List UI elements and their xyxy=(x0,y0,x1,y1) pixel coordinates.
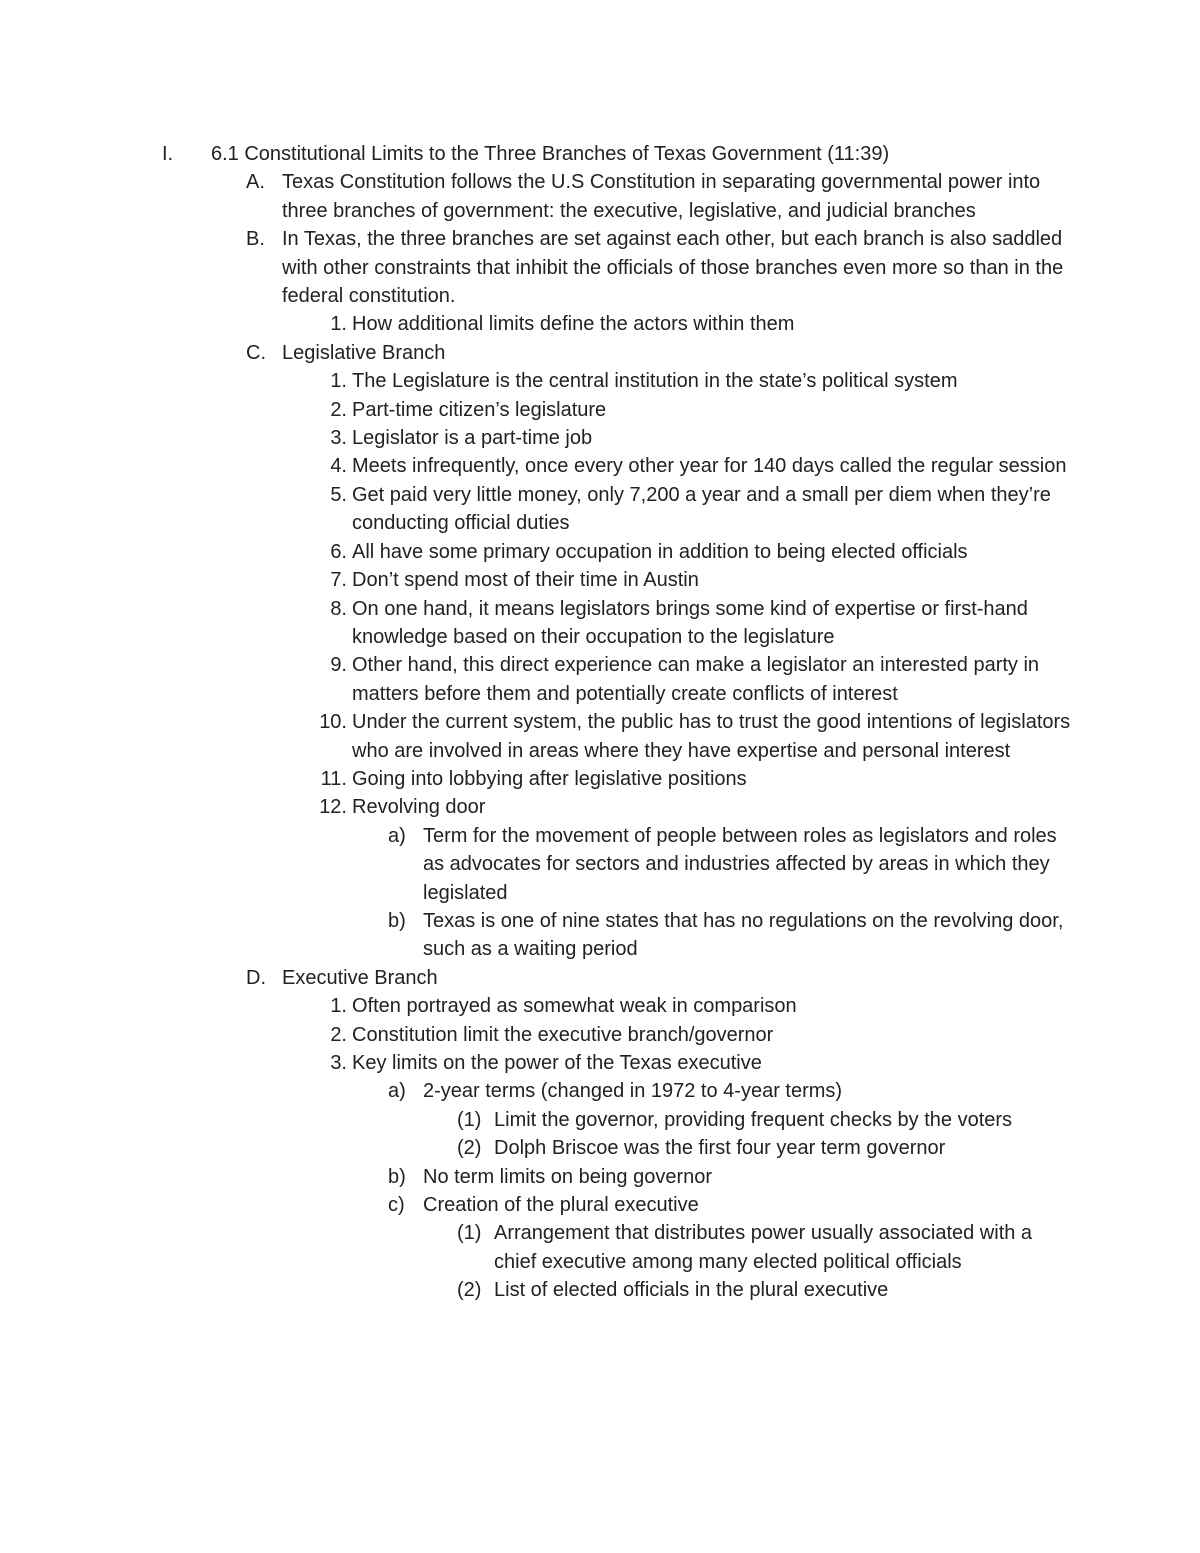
list-item-text: Other hand, this direct experience can make a legislator an interested party in matters before them and potentially create conflicts of interest xyxy=(352,654,1040,705)
list-item-text: Get paid very little money, only 7,200 a year and a small per diem when they’re conducting official duties xyxy=(352,483,1051,535)
section-a xyxy=(0,168,1200,225)
list-item-text: Texas is one of nine states that has no regulations on the revolving door, such as a waiting period xyxy=(423,909,1064,961)
list-marker: B. xyxy=(246,228,265,251)
list-item-text: Key limits on the power of the Texas executive xyxy=(352,1052,762,1074)
sub-list-item xyxy=(0,1163,1200,1191)
list-item-text: Don’t spend most of their time in Austin xyxy=(352,569,699,592)
list-marker: 7. xyxy=(330,569,347,592)
list-marker: I. xyxy=(162,143,174,165)
heading-text: 6.1 Constitutional Limits to the Three Branches of Texas Government (11:39) xyxy=(211,143,890,165)
list-marker: 5. xyxy=(330,483,347,506)
list-marker: (2) xyxy=(457,1279,482,1302)
list-item xyxy=(0,310,1200,338)
sub-sub-list-item xyxy=(0,1219,1200,1276)
list-item-text: Part-time citizen’s legislature xyxy=(352,398,607,421)
list-marker: (1) xyxy=(457,1222,482,1245)
sub-sub-list-item xyxy=(0,1276,1200,1304)
list-item xyxy=(0,424,1200,452)
list-item xyxy=(0,793,1200,821)
section-text: Executive Branch xyxy=(282,966,438,989)
sub-list-item xyxy=(0,907,1200,964)
list-marker: 9. xyxy=(330,654,347,677)
section-text: Texas Constitution follows the U.S Constitution in separating governmental power into three branches of government: the executive, legislative, and judicial branches xyxy=(282,171,1041,222)
list-marker: c) xyxy=(388,1194,405,1217)
section-d xyxy=(0,964,1200,992)
sub-list-item xyxy=(0,1077,1200,1105)
list-item-text: Arrangement that distributes power usually associated with a chief executive among many elected political officials xyxy=(494,1222,1033,1273)
list-marker: 2. xyxy=(330,1023,347,1046)
list-item xyxy=(0,367,1200,395)
list-item-text: Under the current system, the public has to trust the good intentions of legislators who are involved in areas where they have expertise and personal interest xyxy=(352,711,1071,762)
list-item-text: The Legislature is the central institution in the state’s political system xyxy=(352,370,958,393)
list-item-text: Limit the governor, providing frequent checks by the voters xyxy=(494,1108,1013,1131)
list-marker: 4. xyxy=(330,455,347,478)
list-item xyxy=(0,538,1200,566)
list-item xyxy=(0,1049,1200,1077)
list-item-text: Dolph Briscoe was the first four year term governor xyxy=(494,1137,946,1160)
list-item-text: Constitution limit the executive branch/governor xyxy=(352,1023,774,1046)
list-item-text: How additional limits define the actors within them xyxy=(352,313,795,336)
list-marker: 8. xyxy=(330,597,347,620)
list-item-text: List of elected officials in the plural executive xyxy=(494,1279,889,1302)
list-item xyxy=(0,452,1200,480)
list-item-text: Legislator is a part-time job xyxy=(352,427,593,450)
list-marker: 11. xyxy=(320,767,347,790)
sub-list-item xyxy=(0,1191,1200,1219)
list-item-text: No term limits on being governor xyxy=(423,1165,713,1188)
section-text: In Texas, the three branches are set against each other, but each branch is also saddled with other constraints that inhibit the officials of those branches even more so than in the federal constitution. xyxy=(282,228,1064,308)
list-marker: 3. xyxy=(330,1052,347,1074)
list-marker: 12. xyxy=(319,796,347,819)
list-item-text: Term for the movement of people between roles as legislators and roles as advocates for sectors and industries affected by areas in which they legislated xyxy=(423,824,1057,904)
section-text: Legislative Branch xyxy=(282,341,446,364)
list-item-text: Revolving door xyxy=(352,796,486,819)
sub-sub-list-item xyxy=(0,1106,1200,1134)
list-item-text: Meets infrequently, once every other year for 140 days called the regular session xyxy=(352,455,1067,478)
list-item-text: Creation of the plural executive xyxy=(423,1194,699,1217)
list-marker: D. xyxy=(246,966,266,989)
list-item-text: 2-year terms (changed in 1972 to 4-year terms) xyxy=(423,1080,843,1103)
list-marker: (2) xyxy=(457,1137,482,1160)
list-item xyxy=(0,481,1200,538)
list-marker: C. xyxy=(246,341,266,364)
list-item xyxy=(0,651,1200,708)
list-item xyxy=(0,595,1200,652)
list-marker: 10. xyxy=(319,711,347,734)
section-b xyxy=(0,225,1200,310)
list-item-text: On one hand, it means legislators brings some kind of expertise or first-hand knowledge based on their occupation to the legislature xyxy=(352,597,1028,648)
list-marker: b) xyxy=(388,909,406,932)
list-item xyxy=(0,992,1200,1020)
outline-heading xyxy=(0,140,1200,168)
list-item xyxy=(0,765,1200,793)
list-marker: 2. xyxy=(330,398,347,421)
section-c xyxy=(0,339,1200,367)
sub-sub-list-item xyxy=(0,1134,1200,1162)
list-marker: A. xyxy=(246,171,265,194)
list-marker: 1. xyxy=(330,995,347,1018)
list-marker: a) xyxy=(388,1080,406,1103)
list-item xyxy=(0,1021,1200,1049)
list-marker: (1) xyxy=(457,1108,482,1131)
list-marker: a) xyxy=(388,824,406,847)
list-item xyxy=(0,708,1200,765)
list-marker: 1. xyxy=(330,313,347,336)
list-item-text: Going into lobbying after legislative positions xyxy=(352,767,747,790)
list-item-text: Often portrayed as somewhat weak in comparison xyxy=(352,995,797,1018)
list-item xyxy=(0,566,1200,594)
list-item xyxy=(0,396,1200,424)
list-marker: b) xyxy=(388,1165,406,1188)
list-item-text: All have some primary occupation in addition to being elected officials xyxy=(352,540,968,563)
list-marker: 1. xyxy=(330,370,347,393)
outline xyxy=(0,140,1200,1305)
sub-list-item xyxy=(0,822,1200,907)
list-marker: 3. xyxy=(330,427,347,450)
list-marker: 6. xyxy=(330,540,347,563)
